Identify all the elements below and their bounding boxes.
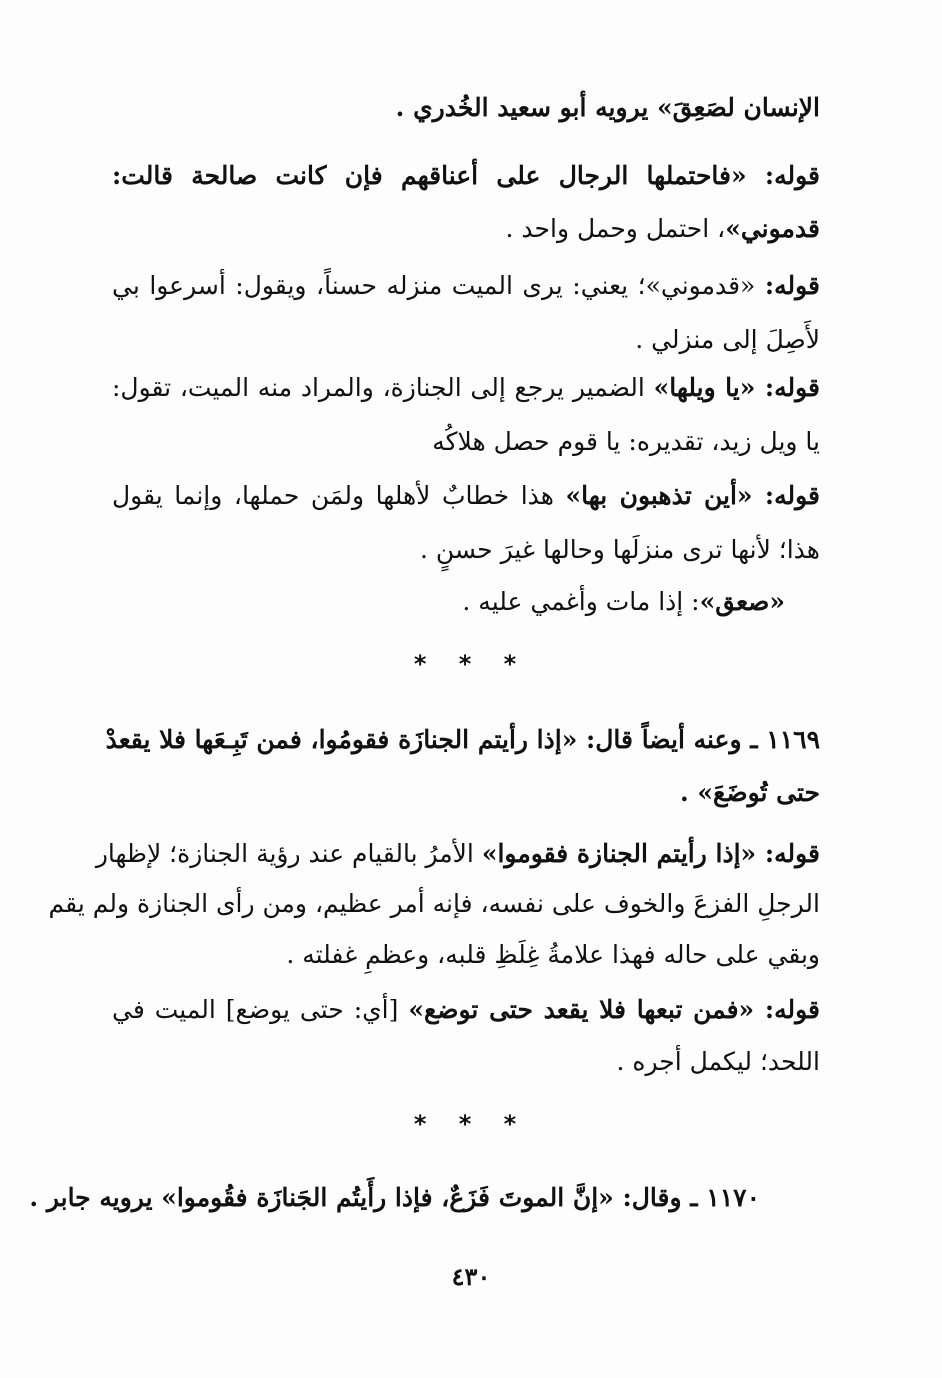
line-17-text: اللحد؛ ليكمل أجره . — [616, 1047, 820, 1076]
line-10-bold: «صعق» — [699, 587, 785, 616]
text-line-15 — [112, 935, 820, 975]
section-separator-1: * * * — [413, 650, 529, 678]
section-separator-2: * * * — [413, 1110, 529, 1138]
line-3-text: ، احتمل وحمل واحد . — [505, 214, 726, 243]
line-12-text: . — [680, 778, 698, 807]
text-line-1 — [112, 88, 820, 128]
text-line-14 — [48, 884, 820, 924]
text-line-11 — [105, 720, 820, 760]
line-2-bold: قوله: «فاحتملها الرجال على أعناقهم فإن كانت صالحة قالت: — [112, 161, 820, 190]
line-16-text: [أي: حتى يوضع] الميت في — [112, 995, 409, 1024]
line-3-bold: قدموني» — [725, 214, 820, 243]
text-line-13 — [95, 834, 820, 874]
line-13-text: الأمرُ بالقيام عند رؤية الجنازة؛ لإظهار — [95, 839, 482, 868]
line-7-text: يا ويل زيد، تقديره: يا قوم حصل هلاكُه — [432, 427, 820, 456]
line-11-bold: ١١٦٩ ـ وعنه أيضاً قال: «إذا رأيتم الجنازَة فقومُوا، فمن تَبِـعَها فلا يقعدْ — [105, 725, 820, 754]
line-18-bold: ١١٧٠ ـ وقال: «إنَّ الموتَ فَزَعٌ، فإذا رأَيتُم الجَنازَة فقُوموا» يرويه جابر . — [29, 1183, 760, 1212]
text-line-16 — [112, 990, 820, 1030]
text-line-9 — [112, 530, 820, 570]
page-number: ٤٣٠ — [451, 1262, 491, 1291]
text-line-6 — [112, 368, 820, 408]
text-line-10 — [77, 582, 785, 622]
line-15-text: وبقي على حاله فهذا علامةُ غِلَظِ قلبه، وعظمِ غفلته . — [286, 940, 820, 969]
text-line-5 — [112, 320, 820, 360]
text-line-12 — [112, 773, 820, 813]
text-line-8 — [112, 476, 820, 516]
text-line-3 — [112, 209, 820, 249]
line-12-bold: حتى تُوضَعَ» — [697, 778, 820, 807]
line-10-text: : إذا مات وأغمي عليه . — [462, 587, 700, 616]
text-line-4 — [112, 266, 820, 306]
line-14-text: الرجلِ الفزعَ والخوف على نفسه، فإنه أمر عظيم، ومن رأى الجنازة ولم يقم — [48, 889, 820, 918]
line-8-bold: قوله: «أين تذهبون بها» — [565, 481, 820, 510]
line-9-text: هذا؛ لأنها ترى منزلَها وحالها غيرَ حسنٍ . — [419, 535, 820, 564]
text-line-17 — [112, 1042, 820, 1082]
text-line-7 — [112, 422, 820, 462]
text-line-2 — [112, 156, 820, 196]
text-line-18 — [29, 1178, 760, 1218]
line-4-text: «قدموني»؛ يعني: يرى الميت منزله حسناً، ويقول: أسرعوا بي — [112, 271, 765, 300]
line-5-text: لأَصِلَ إلى منزلي . — [635, 325, 820, 354]
line-6-bold: قوله: «يا ويلها» — [653, 373, 820, 402]
line-8-text: هذا خطابٌ لأهلها ولمَن حملها، وإنما يقول — [112, 481, 566, 510]
line-4-bold: قوله: — [764, 271, 820, 300]
line-6-text: الضمير يرجع إلى الجنازة، والمراد منه الميت، تقول: — [112, 373, 654, 402]
line-1-text: الإنسان لصَعِقَ» يرويه أبو سعيد الخُدري . — [395, 93, 820, 122]
line-16-bold: قوله: «فمن تبعها فلا يقعد حتى توضع» — [408, 995, 820, 1024]
line-13-bold: قوله: «إذا رأيتم الجنازة فقوموا» — [481, 839, 820, 868]
